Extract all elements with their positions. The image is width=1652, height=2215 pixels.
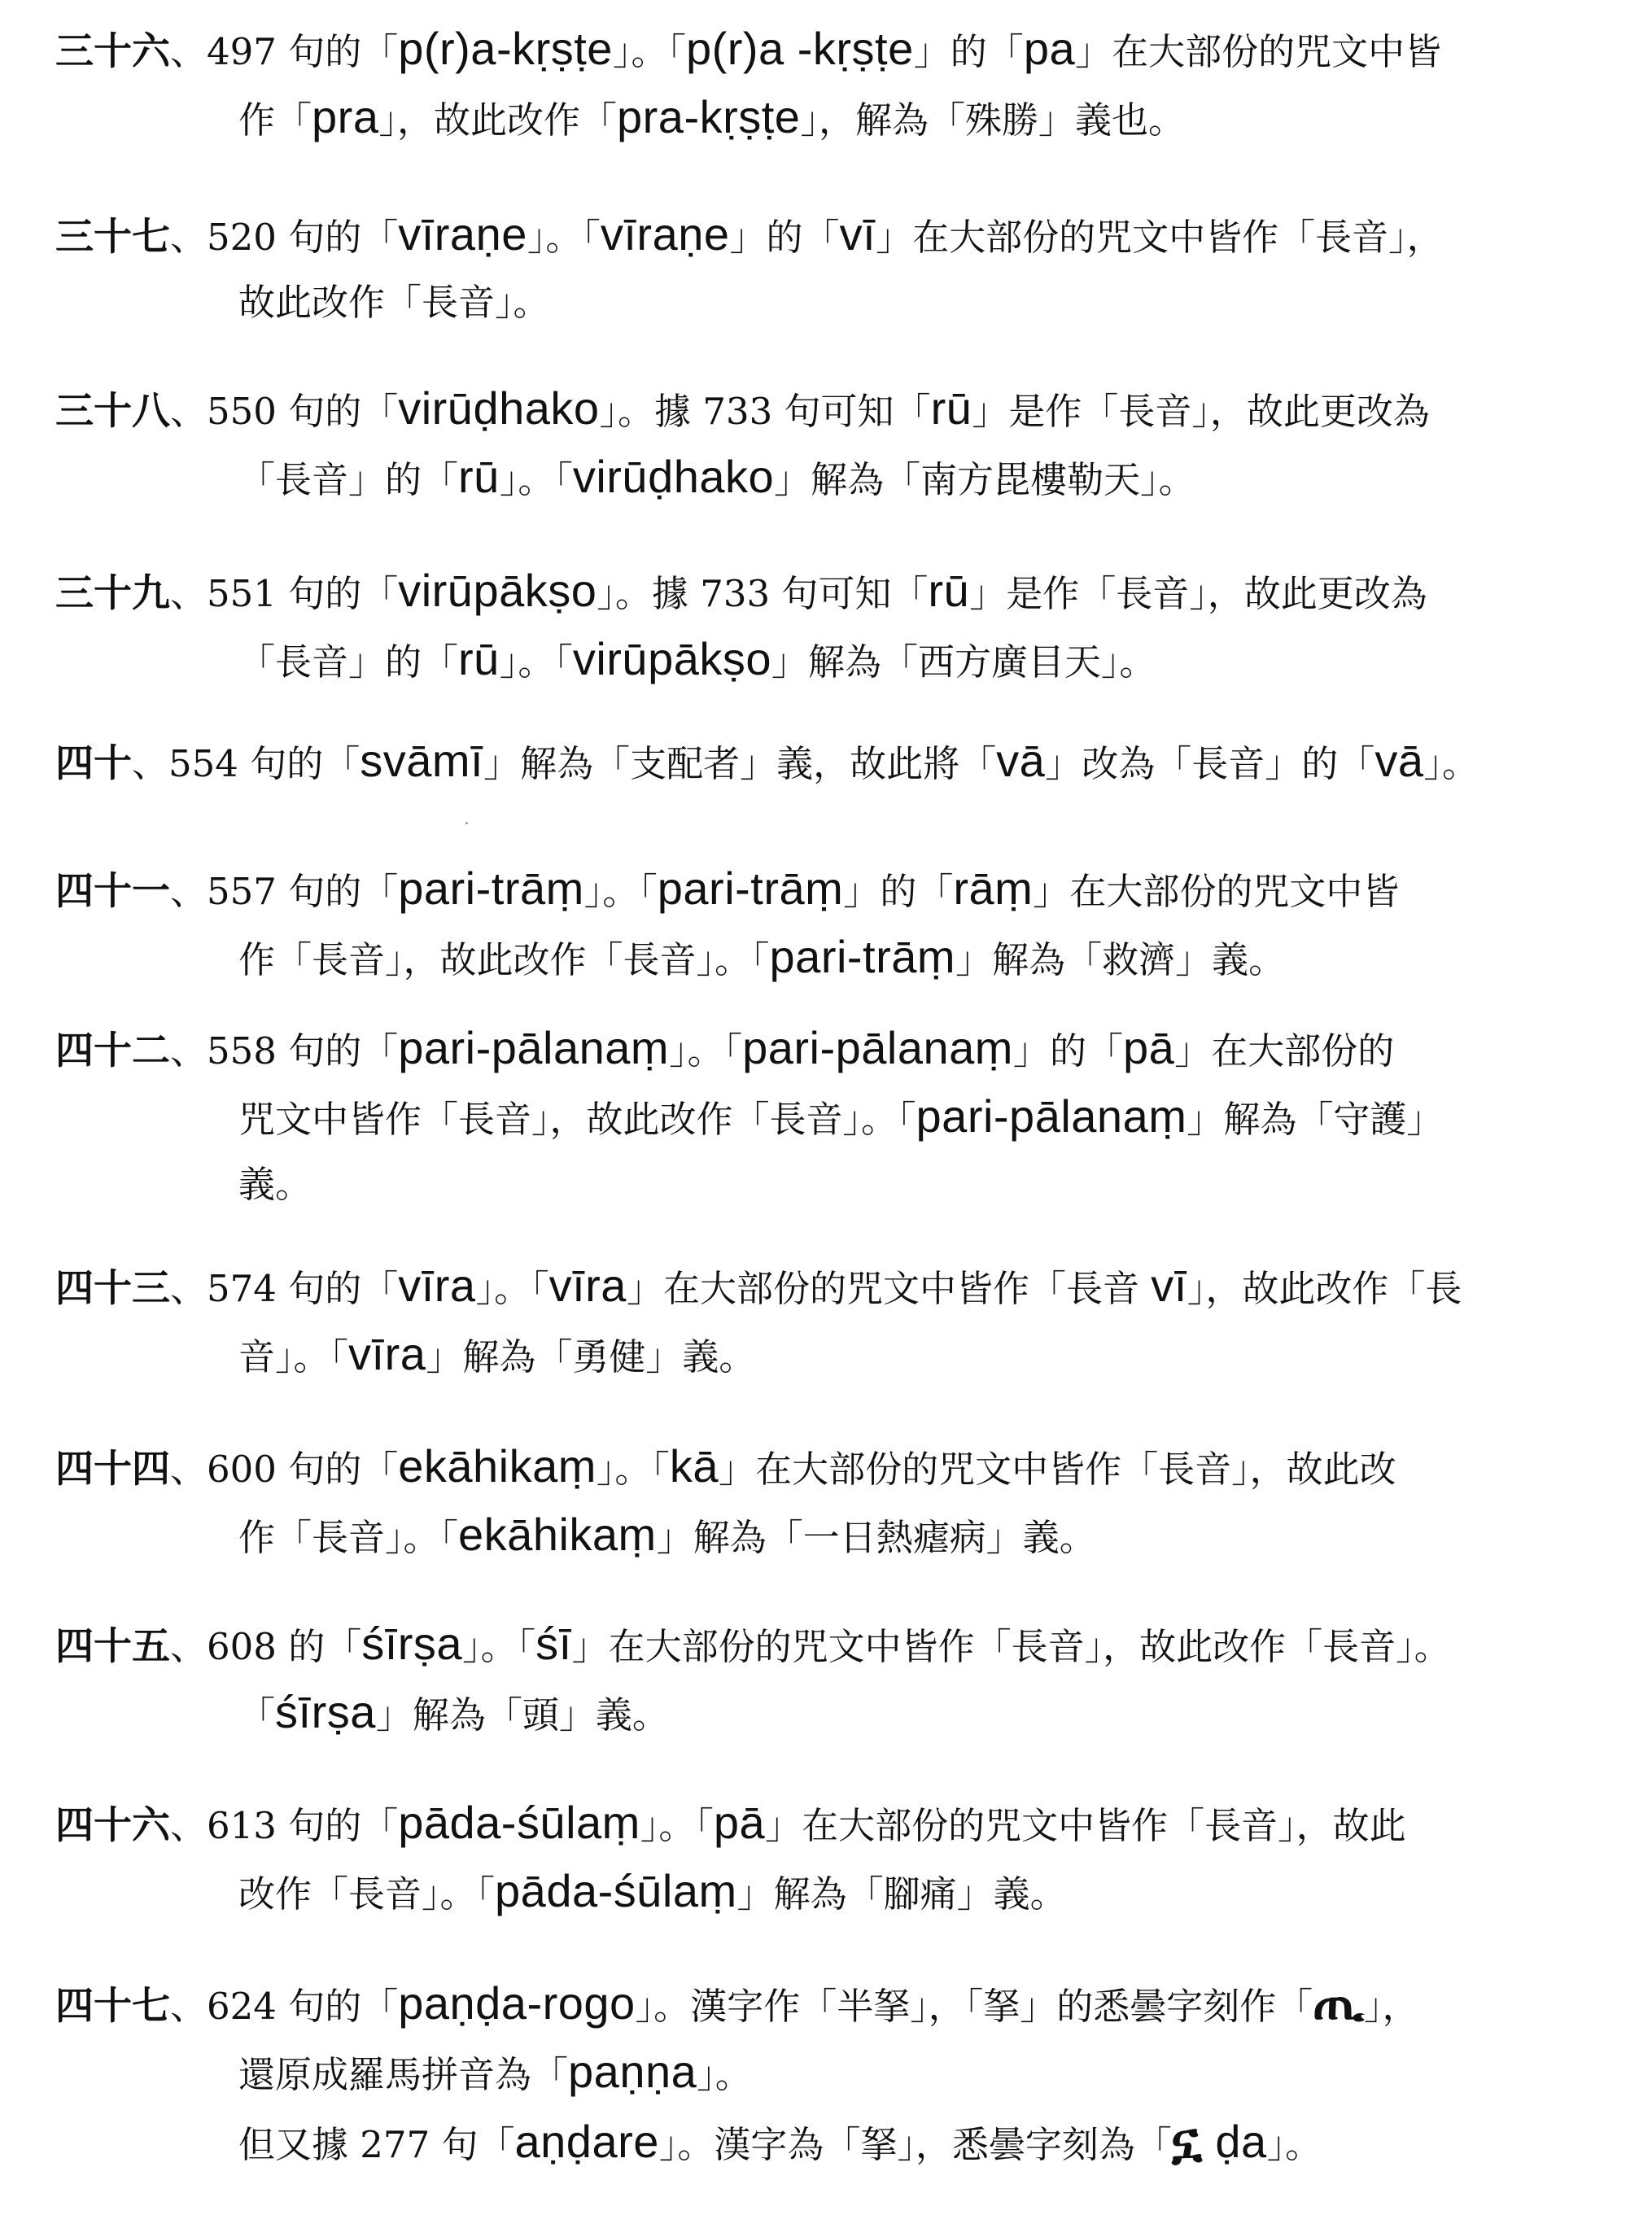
entry-text: 解為「支配者」義，故此將 (520, 742, 960, 785)
bracket-punct: 」 (876, 216, 913, 259)
entry-first-line (55, 1253, 1626, 1322)
entry-continuation-line (55, 85, 1626, 153)
sanskrit-term: pari-pālanaṃ (742, 1022, 1013, 1073)
bracket-punct: 「 (361, 216, 399, 259)
bracket-punct: 「 (959, 742, 997, 785)
bracket-punct: 「 (986, 30, 1024, 73)
entry-number: 四十 (55, 741, 132, 786)
entry-44 (55, 1434, 1626, 1571)
sanskrit-term: rāṃ (953, 863, 1034, 914)
bracket-punct: 」 (955, 938, 993, 981)
entry-number: 四十五 (55, 1624, 170, 1669)
entry-text: 據 733 句可知 (651, 572, 892, 615)
bracket-punct: 」 (1033, 870, 1070, 913)
entry-text: 改作「長音」。 (238, 1872, 477, 1916)
bracket-punct: 「 (361, 1985, 399, 2028)
entry-text: 、624 句的 (170, 1985, 362, 2028)
entry-text: 「長音」的 (238, 640, 422, 684)
bracket-punct: 」 (1075, 30, 1112, 73)
bracket-punct: 「 (580, 98, 618, 142)
entry-text: 、608 的 (170, 1625, 326, 1668)
entry-first-line (55, 1790, 1626, 1859)
entry-40 (55, 728, 1626, 797)
bracket-punct: 」 (736, 1872, 774, 1916)
sanskrit-term: pra-kṛṣṭe (617, 91, 801, 142)
sanskrit-term: rū (930, 382, 972, 434)
entry-text: 解為「頭」義。 (412, 1693, 669, 1737)
bracket-punct: 」 (774, 458, 811, 501)
entry-continuation-line (55, 2039, 1626, 2108)
sanskrit-term: ekāhikaṃ (458, 1509, 657, 1560)
entry-text: 漢字為「拏」，悉曇字刻為 (714, 2123, 1135, 2166)
entry-text: 、574 句的 (170, 1267, 362, 1310)
entry-continuation-line (55, 627, 1626, 695)
entry-number: 三十六 (55, 29, 170, 74)
bracket-punct: 「 (1134, 2123, 1172, 2166)
entry-text: 在大部份的咒文中皆作「長音」， (912, 216, 1444, 259)
entry-36 (55, 16, 1626, 153)
bracket-punct: 「 (361, 1029, 399, 1073)
bracket-punct: 」。 (635, 1985, 691, 2028)
entry-text: 在大部份的咒文中皆 (1112, 30, 1442, 73)
entry-text: 是作「長音」，故此更改為 (1006, 572, 1427, 615)
bracket-punct: 「 (531, 2053, 569, 2096)
entry-text: 的 (880, 870, 917, 913)
entry-text: 音」。 (238, 1335, 330, 1378)
entry-continuation-line (55, 1322, 1626, 1390)
entry-text: 的 (766, 216, 803, 259)
bracket-punct: 」。「 (527, 216, 601, 259)
sanskrit-term: vīraṇe (600, 208, 730, 260)
bracket-punct: 「 (891, 572, 929, 615)
entry-number: 四十六 (55, 1803, 170, 1848)
bracket-punct: 」。「 (669, 1029, 743, 1073)
sanskrit-term: svāmī (360, 735, 484, 786)
sanskrit-term: pā (713, 1797, 766, 1848)
bracket-punct: 」。「 (583, 870, 658, 913)
sanskrit-term: vī (839, 208, 876, 260)
bracket-punct: 「 (361, 1267, 399, 1310)
sanskrit-term: pra (312, 91, 379, 142)
entry-text: 、554 句的 (132, 742, 324, 785)
sanskrit-term: kā (669, 1440, 719, 1492)
bracket-punct: 「 (361, 1448, 399, 1491)
bracket-punct: 」 (1174, 1029, 1212, 1073)
bracket-punct: 「 (325, 1625, 362, 1668)
entry-continuation-line (55, 1502, 1626, 1571)
sanskrit-term: p(r)a-kṛṣṭe (398, 23, 613, 74)
entry-first-line (55, 1611, 1626, 1680)
entry-text: 故此改作「長 (1242, 1267, 1462, 1310)
sanskrit-term: ḍa (1202, 2116, 1267, 2167)
entry-text: 解為「腳痛」義。 (773, 1872, 1067, 1916)
sanskrit-term: śī (535, 1618, 572, 1669)
entry-text: 、550 句的 (170, 390, 362, 433)
bracket-punct: 「 (802, 216, 840, 259)
sanskrit-term: pa (1023, 23, 1076, 74)
siddham-glyph: ኗ (1171, 2110, 1203, 2169)
entry-text: 在大部份的咒文中皆作「長音」，故此改 (755, 1448, 1396, 1491)
bracket-punct: 「 (476, 1872, 496, 1916)
sanskrit-term: paṇṇa (568, 2046, 697, 2097)
bracket-punct: 」 (1187, 1098, 1224, 1141)
sanskrit-term: vīraṇe (398, 208, 527, 260)
entry-text: 義。 (238, 1163, 312, 1206)
sanskrit-term: śīrṣa (361, 1618, 463, 1669)
entry-number: 三十九 (55, 571, 170, 616)
sanskrit-term: vīra (548, 1260, 627, 1311)
entry-continuation-line (55, 1152, 1626, 1217)
entry-continuation-line (55, 924, 1626, 993)
entry-41 (55, 856, 1626, 993)
entry-text: 的 (1049, 1029, 1086, 1073)
bracket-punct: 「 (323, 742, 361, 785)
entry-text: 漢字作「半拏」，「拏」的悉曇字刻作 (690, 1985, 1277, 2028)
entry-43 (55, 1253, 1626, 1390)
entry-text: 是作「長音」，故此更改為 (1008, 390, 1430, 433)
entry-text: 在大部份的咒文中皆 (1069, 870, 1400, 913)
entry-text: 故此改作「長音」。 (238, 281, 550, 324)
bracket-punct: 「 (751, 938, 770, 981)
bracket-punct: 」。「 (499, 458, 573, 501)
sanskrit-term: pari-trāṃ (657, 863, 844, 914)
bracket-punct: 」。「 (596, 1448, 670, 1491)
entry-text: 的 (950, 30, 987, 73)
sanskrit-term: vā (996, 735, 1046, 786)
sanskrit-term: virūpākṣo (572, 633, 772, 684)
entry-continuation-line (55, 1084, 1626, 1152)
sanskrit-term: p(r)a -kṛṣṭe (685, 23, 914, 74)
entry-text: 、497 句的 (170, 30, 362, 73)
entry-text: 在大部份的 (1211, 1029, 1395, 1073)
bracket-punct: 」 (771, 640, 809, 684)
entry-text: 解為「救濟」義。 (992, 938, 1286, 981)
bracket-punct: 「 (330, 1335, 349, 1378)
bracket-punct: 」， (800, 98, 855, 142)
entry-46 (55, 1790, 1626, 1927)
entry-47 (55, 1969, 1626, 2178)
sanskrit-term: rū (928, 565, 970, 616)
bracket-punct: 」 (483, 742, 521, 785)
entry-text: 作「長音」。 (238, 1516, 440, 1559)
siddham-glyph: ጢ (1313, 1972, 1364, 2031)
entry-text: 咒文中皆作「長音」，故此改作「長音」。 (238, 1098, 898, 1141)
entry-continuation-line (55, 270, 1626, 335)
sanskrit-term: rū (458, 451, 500, 502)
bracket-punct: 「 (361, 390, 399, 433)
bracket-punct: 」。「 (462, 1625, 536, 1668)
entry-text: 、520 句的 (170, 216, 362, 259)
entry-first-line (55, 202, 1626, 270)
bracket-punct: 」， (1187, 1267, 1243, 1310)
entry-text: 作 (238, 98, 276, 142)
entry-text: 在大部份的咒文中皆作「長音」，故此改作「長音」。 (608, 1625, 1451, 1668)
sanskrit-term: vīra (398, 1260, 476, 1311)
entry-first-line (55, 1016, 1626, 1084)
entry-first-line (55, 1434, 1626, 1502)
bracket-punct: 「 (361, 1804, 399, 1847)
entry-text: 解為「守護」 (1223, 1098, 1444, 1141)
bracket-punct: 」。「 (612, 30, 686, 73)
entry-45 (55, 1611, 1626, 1748)
bracket-punct: 」 (972, 390, 1009, 433)
entry-first-line (55, 376, 1626, 444)
entry-text: 但又據 277 句 (238, 2123, 479, 2166)
bracket-punct: 「 (1338, 742, 1375, 785)
entry-text: 解為「殊勝」義也。 (854, 98, 1185, 142)
sanskrit-term: virūḍhako (572, 451, 775, 502)
sanskrit-term: virūpākṣo (398, 565, 597, 616)
entry-text: 解為「勇健」義。 (462, 1335, 756, 1378)
bracket-punct: 」 (1045, 742, 1082, 785)
bracket-punct: 」 (969, 572, 1007, 615)
bracket-punct: 」。 (1266, 2123, 1322, 2166)
entry-number: 四十七 (55, 1984, 170, 2029)
entry-text: 、557 句的 (170, 870, 362, 913)
entry-first-line (55, 1969, 1626, 2039)
entry-first-line (55, 558, 1626, 627)
entry-text: 作「長音」，故此改作「長音」。 (238, 938, 752, 981)
bracket-punct: 「 (894, 390, 931, 433)
sanskrit-term: paṇḍa-rogo (398, 1977, 636, 2029)
entry-text: 、613 句的 (170, 1804, 362, 1847)
bracket-punct: 「 (478, 2123, 515, 2166)
bracket-punct: 」。 (658, 2123, 715, 2166)
sanskrit-term: pāda-śūlaṃ (398, 1797, 640, 1848)
entry-continuation-line (55, 1859, 1626, 1927)
entry-text: 在大部份的咒文中皆作「長音」，故此 (802, 1804, 1406, 1847)
entry-text: 解為「西方廣目天」。 (808, 640, 1156, 684)
bracket-punct: 「 (422, 458, 459, 501)
bracket-punct: 「 (361, 30, 399, 73)
bracket-punct: 」。 (599, 390, 655, 433)
entry-first-line (55, 16, 1626, 85)
entry-text: 解為「南方毘樓勒天」。 (811, 458, 1195, 501)
entry-text: 、551 句的 (170, 572, 362, 615)
entry-text: 據 733 句可知 (654, 390, 894, 433)
entry-number: 四十一 (55, 869, 170, 914)
sanskrit-term: pāda-śūlaṃ (495, 1865, 737, 1916)
sanskrit-term: pari-pālanaṃ (398, 1022, 670, 1073)
sanskrit-term: virūḍhako (398, 382, 600, 434)
sanskrit-term: ekāhikaṃ (398, 1440, 597, 1492)
entry-number: 三十七 (55, 215, 170, 260)
entry-text: 改為「長音」的 (1082, 742, 1339, 785)
entry-38 (55, 376, 1626, 513)
entry-number: 四十二 (55, 1029, 170, 1073)
bracket-punct: 「 (422, 640, 459, 684)
bracket-punct: 」， (378, 98, 434, 142)
entry-continuation-line (55, 1680, 1626, 1748)
entry-37 (55, 202, 1626, 335)
sanskrit-term: pari-trāṃ (769, 931, 956, 982)
sanskrit-term: śīrṣa (275, 1686, 376, 1737)
bracket-punct: 」 (426, 1335, 463, 1378)
bracket-punct: 」。 (697, 2053, 752, 2096)
bracket-punct: 」 (375, 1693, 413, 1737)
bracket-punct: 「 (361, 870, 399, 913)
bracket-punct: 」 (626, 1267, 663, 1310)
entry-text: 故此改作 (433, 98, 580, 142)
bracket-punct: 」 (1012, 1029, 1050, 1073)
bracket-punct: 」 (729, 216, 767, 259)
entry-text: 「長音」的 (238, 458, 422, 501)
sanskrit-term: vī (1151, 1260, 1187, 1311)
entry-42 (55, 1016, 1626, 1217)
entry-continuation-line (55, 2108, 1626, 2178)
bracket-punct: 「 (916, 870, 954, 913)
entry-39 (55, 558, 1626, 695)
entry-first-line (55, 728, 1626, 797)
sanskrit-term: vīra (348, 1328, 426, 1379)
scan-speck (465, 822, 468, 824)
bracket-punct: 「 (275, 98, 312, 142)
entry-number: 四十三 (55, 1266, 170, 1311)
entry-number: 三十八 (55, 389, 170, 434)
bracket-punct: 「 (238, 1693, 276, 1737)
bracket-punct: 」 (656, 1516, 693, 1559)
sanskrit-term: vā (1374, 735, 1424, 786)
bracket-punct: 「 (1086, 1029, 1123, 1073)
bracket-punct: 」 (913, 30, 951, 73)
entry-text: 解為「一日熱瘧病」義。 (693, 1516, 1096, 1559)
entry-text: 、558 句的 (170, 1029, 362, 1073)
bracket-punct: 」 (843, 870, 881, 913)
bracket-punct: 」。「 (640, 1804, 714, 1847)
bracket-punct: 」 (571, 1625, 609, 1668)
bracket-punct: 「 (1276, 1985, 1313, 2028)
sanskrit-term: aṇḍare (514, 2116, 659, 2167)
entry-text: 還原成羅馬拼音為 (238, 2053, 532, 2096)
bracket-punct: 「 (898, 1098, 916, 1141)
bracket-punct: 」 (719, 1448, 756, 1491)
sanskrit-term: pā (1122, 1022, 1175, 1073)
bracket-punct: 」。 (1423, 742, 1479, 785)
bracket-punct: 」。「 (499, 640, 573, 684)
entry-continuation-line (55, 444, 1626, 513)
sanskrit-term: rū (458, 633, 500, 684)
entry-text: 在大部份的咒文中皆作「長音 (662, 1267, 1152, 1310)
sanskrit-term: pari-trāṃ (398, 863, 584, 914)
bracket-punct: 」。 (597, 572, 652, 615)
entry-number: 四十四 (55, 1447, 170, 1492)
entry-first-line (55, 856, 1626, 924)
entry-text: 、600 句的 (170, 1448, 362, 1491)
bracket-punct: 」， (1363, 1985, 1419, 2028)
bracket-punct: 「 (361, 572, 399, 615)
bracket-punct: 「 (439, 1516, 459, 1559)
bracket-punct: 」。「 (475, 1267, 549, 1310)
bracket-punct: 」 (765, 1804, 802, 1847)
sanskrit-term: pari-pālanaṃ (916, 1090, 1187, 1142)
